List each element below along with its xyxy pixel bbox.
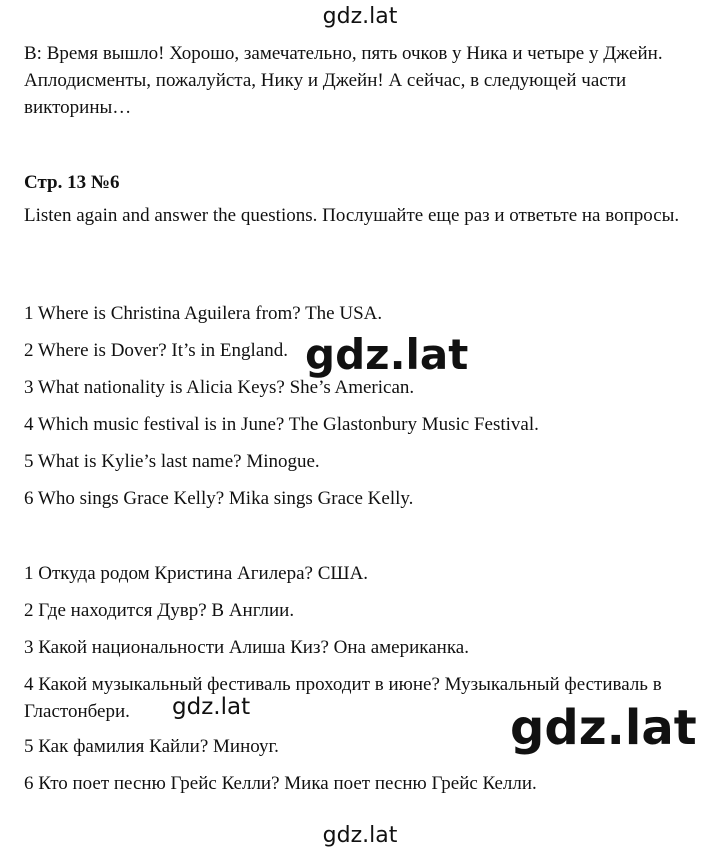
russian-answer-6: 6 Кто поет песню Грейс Келли? Мика поет песню Грейс Келли. [24, 773, 537, 794]
english-answer-4: 4 Which music festival is in June? The Glastonbury Music Festival. [24, 414, 539, 435]
russian-answer-2: 2 Где находится Дувр? В Англии. [24, 600, 295, 621]
english-answer-1: 1 Where is Christina Aguilera from? The USA. [24, 303, 383, 324]
page-heading: Стр. 13 №6 [24, 172, 120, 193]
instruction-paragraph: Listen again and answer the questions. Послушайте еще раз и ответьте на вопросы. [24, 205, 680, 226]
english-answer-6: 6 Who sings Grace Kelly? Mika sings Grace Kelly. [24, 488, 414, 509]
watermark-bottom: gdz.lat [322, 823, 398, 848]
intro-paragraph: В: Время вышло! Хорошо, замечательно, пять очков у Ника и четыре у Джейн. Аплодисменты, пожалуйста, Нику и Джейн! А сейчас, в следующей части викторины… [24, 43, 663, 118]
english-answer-2: 2 Where is Dover? It’s in England. [24, 340, 288, 361]
watermark-top: gdz.lat [322, 4, 398, 29]
english-answer-3: 3 What nationality is Alicia Keys? She’s American. [24, 377, 415, 398]
russian-answer-1: 1 Откуда родом Кристина Агилера? США. [24, 563, 369, 584]
russian-answer-5: 5 Как фамилия Кайли? Миноуг. [24, 736, 279, 757]
watermark-middle: gdz.lat [305, 330, 469, 379]
russian-answer-3: 3 Какой национальности Алиша Киз? Она американка. [24, 637, 469, 658]
russian-answer-4: 4 Какой музыкальный фестиваль проходит в июне? Музыкальный фестиваль в Гластонбери. [24, 674, 662, 722]
watermark-big: gdz.lat [510, 700, 697, 756]
watermark-small: gdz.lat [172, 694, 251, 720]
english-answer-5: 5 What is Kylie’s last name? Minogue. [24, 451, 320, 472]
